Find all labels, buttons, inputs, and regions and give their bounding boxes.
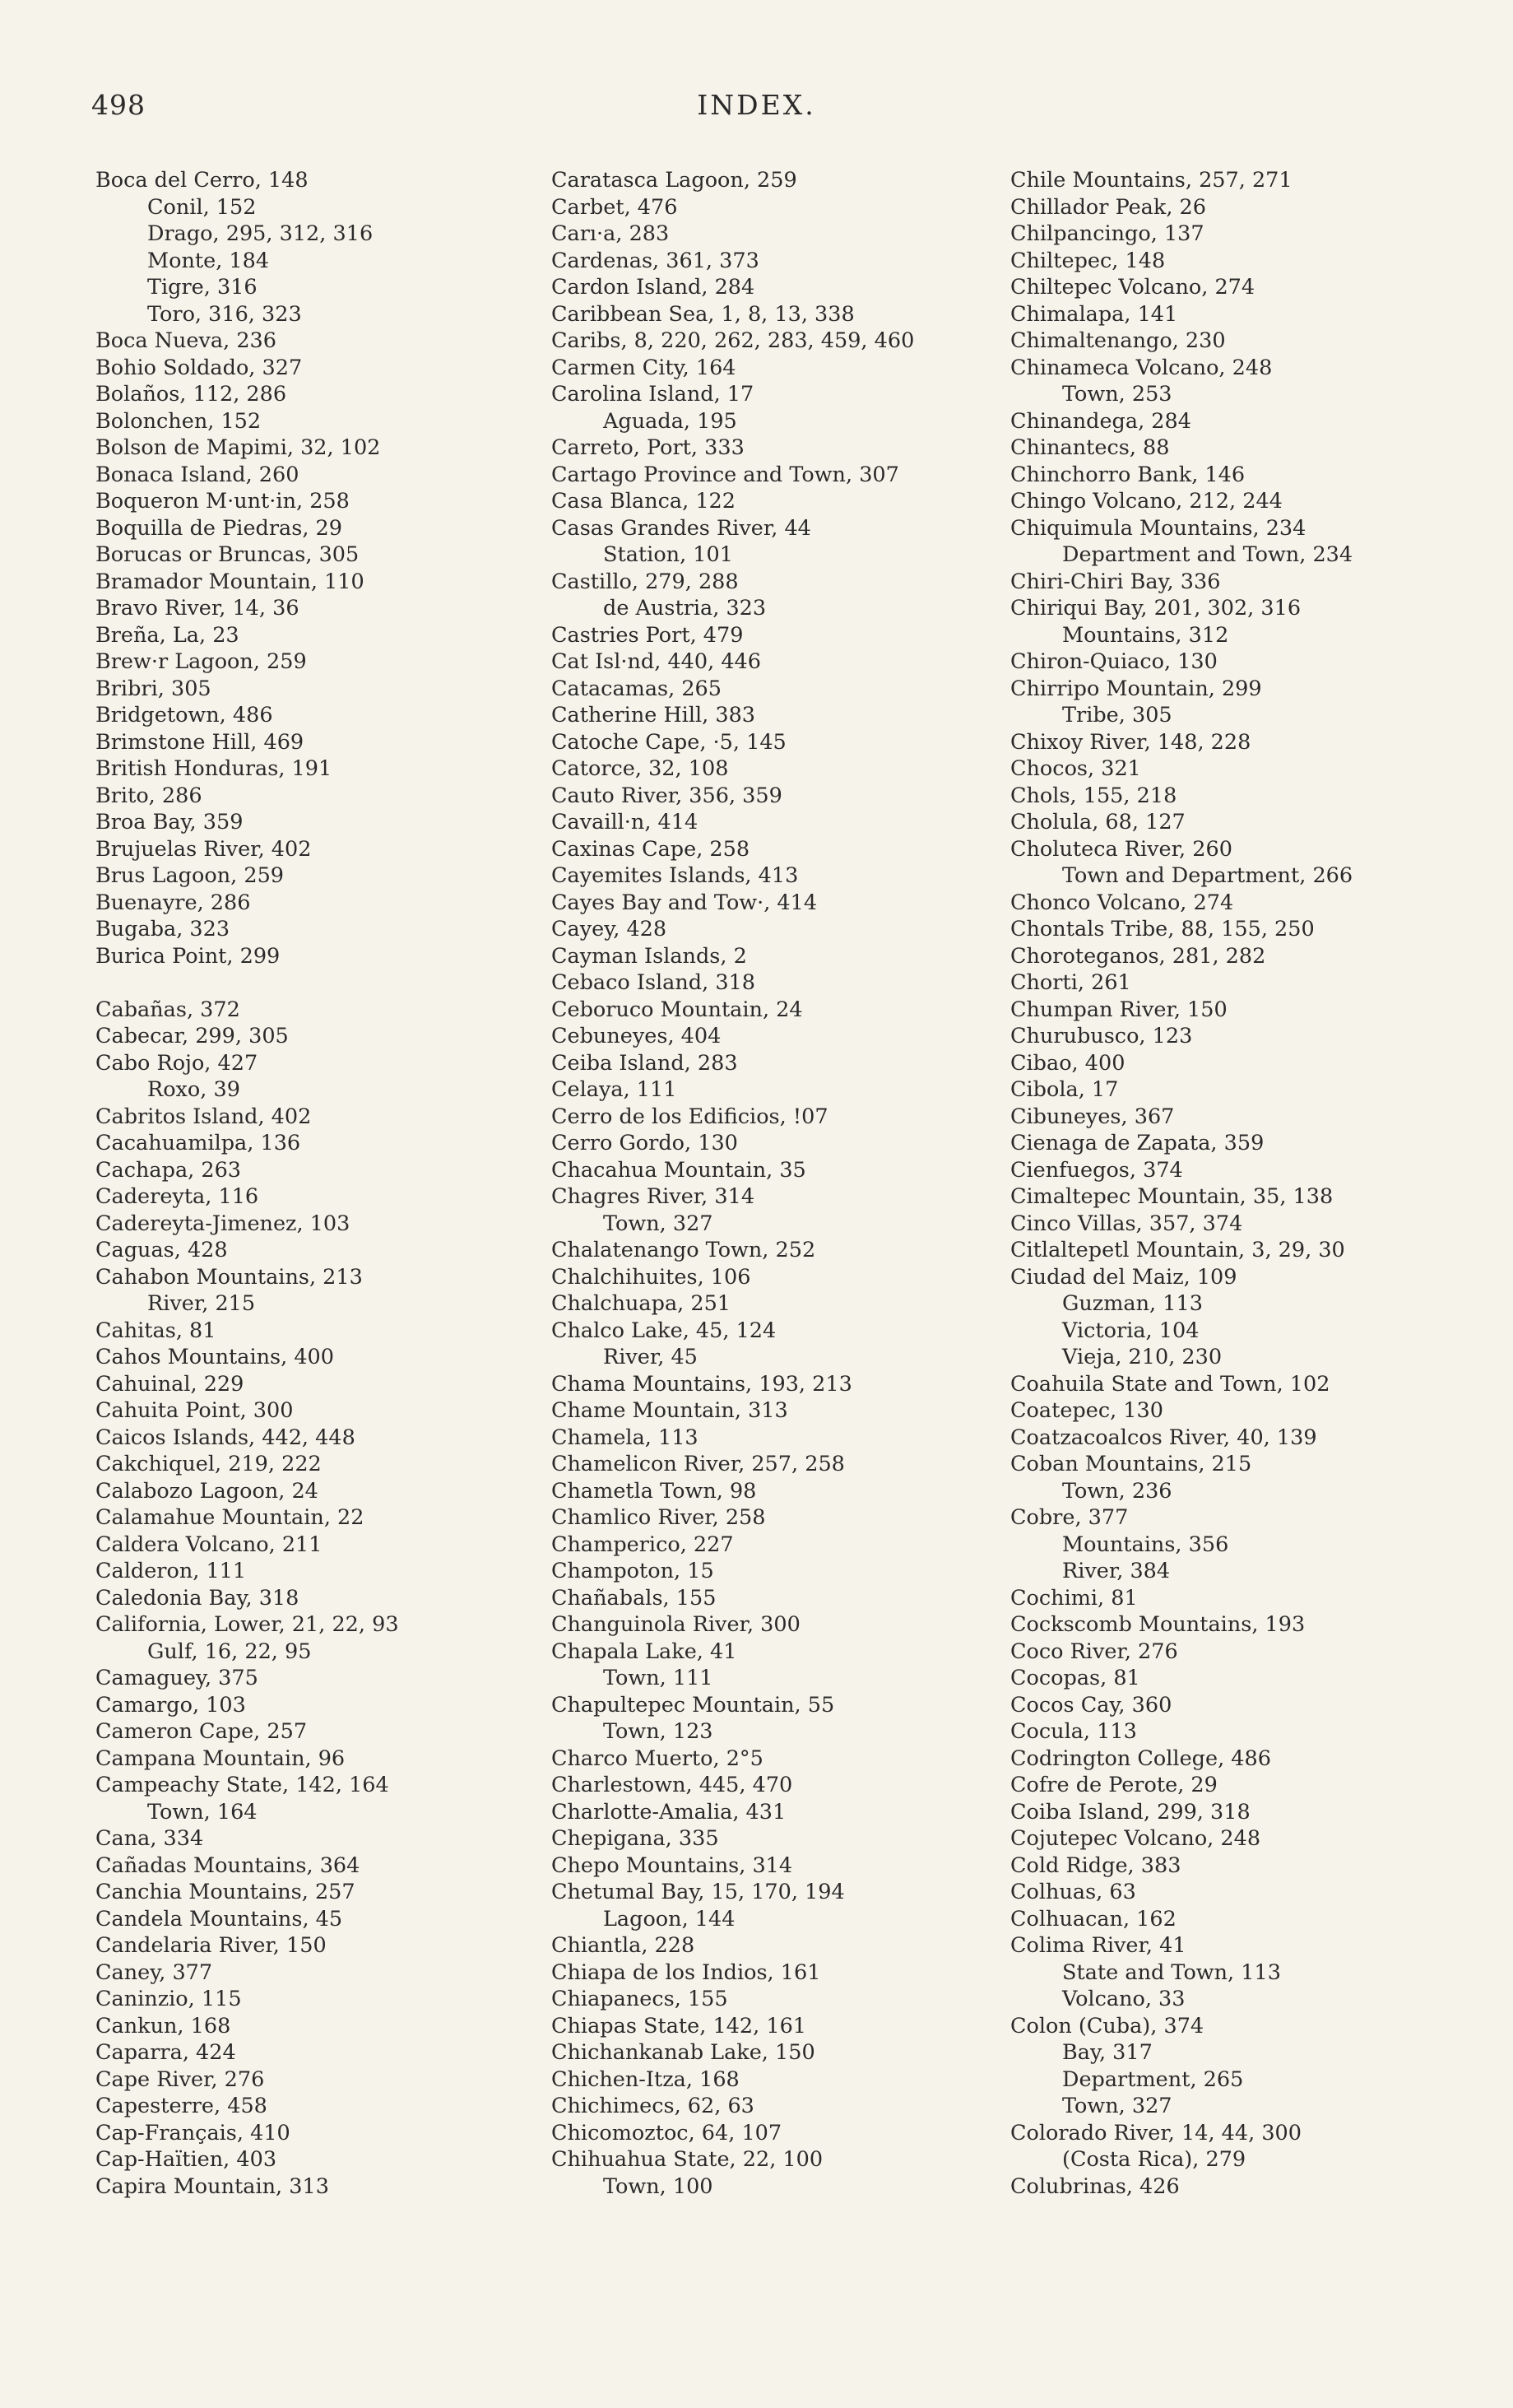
index-entry: Carreto, Port, 333 bbox=[551, 435, 745, 460]
index-entry: Camargo, 103 bbox=[95, 1692, 246, 1718]
index-entry: Cap-Haïtien, 403 bbox=[95, 2147, 277, 2172]
index-entry: Brito, 286 bbox=[95, 783, 202, 808]
index-entry: Carolina Island, 17 bbox=[551, 382, 754, 407]
index-subentry: Town, 164 bbox=[147, 1799, 258, 1825]
index-entry: Buenayre, 286 bbox=[95, 890, 251, 915]
index-entry: Cinco Villas, 357, 374 bbox=[1010, 1211, 1243, 1236]
index-entry: Chillador Peak, 26 bbox=[1010, 194, 1206, 220]
index-entry: Bonaca Island, 260 bbox=[95, 462, 299, 487]
index-subentry: Bay, 317 bbox=[1062, 2040, 1153, 2065]
index-entry: Chimaltenango, 230 bbox=[1010, 328, 1226, 353]
page-number: 498 bbox=[91, 89, 146, 121]
index-entry: Charlestown, 445, 470 bbox=[551, 1773, 793, 1797]
index-subentry: River, 45 bbox=[603, 1345, 698, 1369]
index-entry: Charco Muerto, 2°5 bbox=[551, 1746, 763, 1771]
index-entry: Caguas, 428 bbox=[95, 1238, 228, 1262]
index-entry: Chicomoztoc, 64, 107 bbox=[551, 2120, 782, 2145]
index-entry: Cahuita Point, 300 bbox=[95, 1398, 294, 1423]
index-column-2 bbox=[551, 167, 914, 2200]
index-entry: Chacahua Mountain, 35 bbox=[551, 1157, 806, 1183]
index-subentry: Monte, 184 bbox=[147, 248, 270, 273]
index-entry: Chalchuapa, 251 bbox=[551, 1291, 731, 1316]
index-entry: Cabañas, 372 bbox=[95, 997, 240, 1022]
index-entry: Caicos Islands, 442, 448 bbox=[95, 1425, 355, 1450]
index-entry: Cauto River, 356, 359 bbox=[551, 783, 782, 808]
index-subentry: Guzman, 113 bbox=[1062, 1291, 1203, 1316]
index-entry: Cayman Islands, 2 bbox=[551, 943, 747, 969]
index-entry: Chixoy River, 148, 228 bbox=[1010, 729, 1251, 755]
index-entry: Caratasca Lagoon, 259 bbox=[551, 168, 797, 193]
index-entry: Chepo Mountains, 314 bbox=[551, 1852, 793, 1878]
index-entry: Chetumal Bay, 15, 170, 194 bbox=[551, 1880, 845, 1904]
index-subentry: Aguada, 195 bbox=[603, 408, 737, 434]
index-entry: Cahos Mountains, 400 bbox=[95, 1345, 334, 1369]
index-entry: Chiquimula Mountains, 234 bbox=[1010, 515, 1306, 541]
index-entry: Cabecar, 299, 305 bbox=[95, 1024, 289, 1048]
index-entry: Codrington College, 486 bbox=[1010, 1746, 1271, 1771]
index-entry: Champerico, 227 bbox=[551, 1532, 734, 1557]
index-subentry: Town, 100 bbox=[603, 2173, 713, 2199]
index-entry: Caldera Volcano, 211 bbox=[95, 1532, 323, 1557]
index-entry: Chañabals, 155 bbox=[551, 1585, 717, 1611]
index-entry: Chontals Tribe, 88, 155, 250 bbox=[1010, 917, 1315, 941]
index-entry: Cap-Français, 410 bbox=[95, 2120, 290, 2145]
index-entry: Castillo, 279, 288 bbox=[551, 569, 739, 594]
index-entry: Bolaños, 112, 286 bbox=[95, 382, 287, 407]
index-entry: Breña, La, 23 bbox=[95, 622, 239, 648]
index-entry: Chinantecs, 88 bbox=[1010, 435, 1170, 460]
index-subentry: Town, 123 bbox=[603, 1719, 713, 1744]
index-subentry: Mountains, 356 bbox=[1062, 1532, 1229, 1557]
index-entry: Cebaco Island, 318 bbox=[551, 970, 756, 995]
index-entry: Boca del Cerro, 148 bbox=[95, 168, 309, 193]
index-entry: Capesterre, 458 bbox=[95, 2094, 267, 2118]
index-subentry: (Costa Rica), 279 bbox=[1062, 2147, 1246, 2172]
index-entry: Catorce, 32, 108 bbox=[551, 756, 729, 781]
index-entry: Boquilla de Piedras, 29 bbox=[95, 515, 342, 541]
index-entry: Chirripo Mountain, 299 bbox=[1010, 676, 1262, 701]
index-entry: Choroteganos, 281, 282 bbox=[1010, 943, 1266, 969]
index-entry: Brew·r Lagoon, 259 bbox=[95, 649, 307, 674]
index-entry: Caparra, 424 bbox=[95, 2040, 236, 2065]
index-entry: Coban Mountains, 215 bbox=[1010, 1452, 1252, 1476]
index-entry: Burica Point, 299 bbox=[95, 943, 281, 969]
index-entry: Cebuneyes, 404 bbox=[551, 1024, 722, 1048]
index-entry: Brimstone Hill, 469 bbox=[95, 729, 304, 755]
index-subentry: Volcano, 33 bbox=[1062, 1987, 1186, 2011]
index-entry: Cardenas, 361, 373 bbox=[551, 248, 759, 273]
index-entry: Cobre, 377 bbox=[1010, 1505, 1129, 1530]
index-entry: Cold Ridge, 383 bbox=[1010, 1852, 1181, 1878]
index-entry: Chiltepec Volcano, 274 bbox=[1010, 275, 1255, 300]
index-entry: Chiantla, 228 bbox=[551, 1933, 695, 1958]
index-entry: Calamahue Mountain, 22 bbox=[95, 1505, 364, 1530]
index-entry: Caxinas Cape, 258 bbox=[551, 836, 750, 862]
index-entry: Chiapanecs, 155 bbox=[551, 1987, 728, 2011]
index-subentry: Mountains, 312 bbox=[1062, 622, 1229, 648]
index-entry: Cacahuamilpa, 136 bbox=[95, 1131, 301, 1155]
index-entry: Cocos Cay, 360 bbox=[1010, 1692, 1172, 1718]
index-entry: Colorado River, 14, 44, 300 bbox=[1010, 2120, 1302, 2145]
index-entry: Caney, 377 bbox=[95, 1959, 213, 1985]
index-entry: Coahuila State and Town, 102 bbox=[1010, 1371, 1330, 1397]
index-entry: Chinandega, 284 bbox=[1010, 408, 1191, 434]
index-entry: Chame Mountain, 313 bbox=[551, 1398, 788, 1423]
index-entry: Chichen-Itza, 168 bbox=[551, 2066, 740, 2092]
index-entry: Chamlico River, 258 bbox=[551, 1505, 766, 1530]
index-entry: Cayes Bay and Tow·, 414 bbox=[551, 890, 818, 915]
index-entry: Ceboruco Mountain, 24 bbox=[551, 997, 803, 1022]
index-entry: Chols, 155, 218 bbox=[1010, 783, 1177, 808]
index-entry: Colubrinas, 426 bbox=[1010, 2173, 1180, 2199]
index-subentry: Town, 253 bbox=[1062, 382, 1172, 407]
index-entry: Cadereyta, 116 bbox=[95, 1184, 259, 1209]
index-subentry: Tigre, 316 bbox=[147, 275, 258, 300]
index-subentry: de Austria, 323 bbox=[603, 596, 767, 621]
index-entry: Bribri, 305 bbox=[95, 676, 211, 701]
index-entry: Changuinola River, 300 bbox=[551, 1612, 801, 1637]
index-entry: Cape River, 276 bbox=[95, 2066, 265, 2092]
index-entry: Cankun, 168 bbox=[95, 2013, 231, 2038]
index-entry: Carmen City, 164 bbox=[551, 355, 736, 380]
index-entry: Chiapas State, 142, 161 bbox=[551, 2013, 807, 2038]
index-subentry: Drago, 295, 312, 316 bbox=[147, 221, 374, 246]
index-entry: Brujuelas River, 402 bbox=[95, 836, 312, 862]
index-entry: Cakchiquel, 219, 222 bbox=[95, 1452, 322, 1476]
index-entry: Chiapa de los Indios, 161 bbox=[551, 1959, 821, 1985]
index-entry: Cockscomb Mountains, 193 bbox=[1010, 1612, 1306, 1637]
index-subentry: Department, 265 bbox=[1062, 2066, 1244, 2092]
index-subentry: Roxo, 39 bbox=[147, 1077, 240, 1102]
index-entry: Coatzacoalcos River, 40, 139 bbox=[1010, 1425, 1317, 1450]
index-entry: Chapala Lake, 41 bbox=[551, 1639, 737, 1664]
index-entry: Cibao, 400 bbox=[1010, 1050, 1125, 1076]
index-entry: Cayemites Islands, 413 bbox=[551, 863, 799, 888]
index-entry: Colhuas, 63 bbox=[1010, 1880, 1136, 1904]
index-entry: Chalco Lake, 45, 124 bbox=[551, 1318, 777, 1343]
index-entry: Catoche Cape, ·5, 145 bbox=[551, 729, 787, 755]
index-entry: Candelaria River, 150 bbox=[95, 1933, 327, 1958]
index-entry: Chilpancingo, 137 bbox=[1010, 221, 1204, 246]
index-entry: Chichankanab Lake, 150 bbox=[551, 2040, 815, 2065]
index-subentry: Tribe, 305 bbox=[1062, 703, 1172, 728]
index-subentry: Conil, 152 bbox=[147, 194, 257, 220]
index-entry: Chama Mountains, 193, 213 bbox=[551, 1371, 852, 1397]
index-subentry: Station, 101 bbox=[603, 542, 733, 567]
index-entry: Borucas or Bruncas, 305 bbox=[95, 542, 360, 567]
index-column-1 bbox=[95, 167, 399, 2200]
index-entry: Cerro Gordo, 130 bbox=[551, 1131, 738, 1155]
index-entry: Cahuinal, 229 bbox=[95, 1371, 244, 1397]
index-entry: Capira Mountain, 313 bbox=[95, 2173, 329, 2199]
index-entry: Champoton, 15 bbox=[551, 1559, 714, 1583]
index-entry: Citlaltepetl Mountain, 3, 29, 30 bbox=[1010, 1238, 1345, 1262]
index-entry: Bolonchen, 152 bbox=[95, 408, 262, 434]
index-entry: Campana Mountain, 96 bbox=[95, 1746, 346, 1771]
index-entry: Caledonia Bay, 318 bbox=[95, 1585, 299, 1611]
index-entry: Caninzio, 115 bbox=[95, 1987, 242, 2011]
index-entry: Canchia Mountains, 257 bbox=[95, 1880, 355, 1904]
index-entry: Cochimi, 81 bbox=[1010, 1585, 1138, 1611]
index-entry: Chagres River, 314 bbox=[551, 1184, 755, 1209]
index-entry: Casas Grandes River, 44 bbox=[551, 515, 811, 541]
index-entry: Chinameca Volcano, 248 bbox=[1010, 355, 1273, 380]
index-entry: Cibuneyes, 367 bbox=[1010, 1104, 1175, 1129]
index-entry: Cocula, 113 bbox=[1010, 1719, 1137, 1744]
index-entry: Cana, 334 bbox=[95, 1826, 204, 1851]
index-entry: Cabo Rojo, 427 bbox=[95, 1050, 258, 1076]
index-entry: Chimalapa, 141 bbox=[1010, 301, 1178, 327]
index-entry: Cholula, 68, 127 bbox=[1010, 810, 1186, 834]
index-entry: Chingo Volcano, 212, 244 bbox=[1010, 489, 1283, 514]
index-entry: California, Lower, 21, 22, 93 bbox=[95, 1612, 399, 1637]
index-entry: Chorti, 261 bbox=[1010, 970, 1131, 995]
section-gap bbox=[95, 969, 399, 997]
index-entry: Caribs, 8, 220, 262, 283, 459, 460 bbox=[551, 328, 915, 353]
index-entry: Chapultepec Mountain, 55 bbox=[551, 1692, 835, 1718]
index-subentry: Vieja, 210, 230 bbox=[1062, 1345, 1223, 1369]
index-entry: Cameron Cape, 257 bbox=[95, 1719, 308, 1744]
index-entry: Chiri-Chiri Bay, 336 bbox=[1010, 569, 1221, 594]
index-entry: Chamela, 113 bbox=[551, 1425, 698, 1450]
index-subentry: Town and Department, 266 bbox=[1062, 863, 1353, 888]
index-entry: Broa Bay, 359 bbox=[95, 810, 244, 834]
index-entry: Cachapa, 263 bbox=[95, 1157, 242, 1183]
index-entry: Ciudad del Maiz, 109 bbox=[1010, 1264, 1237, 1290]
index-entry: Chametla Town, 98 bbox=[551, 1478, 757, 1504]
index-subentry: River, 215 bbox=[147, 1291, 256, 1316]
index-entry: Colima River, 41 bbox=[1010, 1933, 1186, 1958]
index-subentry: Department and Town, 234 bbox=[1062, 542, 1353, 567]
index-entry: Catacamas, 265 bbox=[551, 676, 722, 701]
index-entry: Chile Mountains, 257, 271 bbox=[1010, 168, 1293, 193]
index-entry: Colon (Cuba), 374 bbox=[1010, 2013, 1204, 2038]
index-entry: Cojutepec Volcano, 248 bbox=[1010, 1826, 1261, 1851]
index-entry: Chiriqui Bay, 201, 302, 316 bbox=[1010, 596, 1302, 621]
index-entry: Chepigana, 335 bbox=[551, 1826, 719, 1851]
index-entry: Cayey, 428 bbox=[551, 917, 667, 941]
index-entry: Celaya, 111 bbox=[551, 1077, 677, 1102]
index-entry: Boca Nueva, 236 bbox=[95, 328, 276, 353]
index-entry: Coco River, 276 bbox=[1010, 1639, 1178, 1664]
index-entry: Calabozo Lagoon, 24 bbox=[95, 1478, 318, 1504]
index-entry: Chiron-Quiaco, 130 bbox=[1010, 649, 1218, 674]
index-entry: Cañadas Mountains, 364 bbox=[95, 1852, 360, 1878]
index-entry: British Honduras, 191 bbox=[95, 756, 332, 781]
index-subentry: Victoria, 104 bbox=[1062, 1318, 1200, 1343]
index-subentry: River, 384 bbox=[1062, 1559, 1171, 1583]
index-entry: Chalatenango Town, 252 bbox=[551, 1238, 816, 1262]
index-entry: Cocopas, 81 bbox=[1010, 1666, 1140, 1690]
index-entry: Chonco Volcano, 274 bbox=[1010, 890, 1234, 915]
index-entry: Chichimecs, 62, 63 bbox=[551, 2094, 754, 2118]
index-entry: Cartago Province and Town, 307 bbox=[551, 462, 899, 487]
index-entry: Bolson de Mapimi, 32, 102 bbox=[95, 435, 381, 460]
index-entry: Colhuacan, 162 bbox=[1010, 1906, 1177, 1932]
index-entry: Cardon Island, 284 bbox=[551, 275, 755, 300]
index-entry: Coatepec, 130 bbox=[1010, 1398, 1163, 1423]
index-entry: Bramador Mountain, 110 bbox=[95, 569, 364, 594]
index-entry: Chiltepec, 148 bbox=[1010, 248, 1166, 273]
index-entry: Churubusco, 123 bbox=[1010, 1024, 1193, 1048]
index-entry: Cibola, 17 bbox=[1010, 1077, 1119, 1102]
index-entry: Charlotte-Amalia, 431 bbox=[551, 1799, 787, 1825]
index-entry: Bravo River, 14, 36 bbox=[95, 596, 299, 621]
index-subentry: Town, 327 bbox=[1062, 2094, 1172, 2118]
index-entry: Cabritos Island, 402 bbox=[95, 1104, 312, 1129]
index-entry: Chocos, 321 bbox=[1010, 756, 1141, 781]
index-entry: Cahabon Mountains, 213 bbox=[95, 1264, 363, 1290]
index-entry: Cavaill·n, 414 bbox=[551, 810, 698, 834]
index-entry: Cofre de Perote, 29 bbox=[1010, 1773, 1218, 1797]
index-entry: Bridgetown, 486 bbox=[95, 703, 273, 728]
index-subentry: Toro, 316, 323 bbox=[147, 301, 302, 327]
index-subentry: Town, 111 bbox=[603, 1666, 713, 1690]
index-subentry: Gulf, 16, 22, 95 bbox=[147, 1639, 312, 1664]
index-entry: Ceiba Island, 283 bbox=[551, 1050, 738, 1076]
index-subentry: State and Town, 113 bbox=[1062, 1959, 1281, 1985]
index-column-3 bbox=[1010, 167, 1353, 2200]
index-entry: Cienfuegos, 374 bbox=[1010, 1157, 1183, 1183]
index-entry: Bohio Soldado, 327 bbox=[95, 355, 303, 380]
index-subentry: Town, 327 bbox=[603, 1211, 713, 1236]
index-entry: Cat Isl·nd, 440, 446 bbox=[551, 649, 761, 674]
index-entry: Chinchorro Bank, 146 bbox=[1010, 462, 1246, 487]
index-subentry: Lagoon, 144 bbox=[603, 1906, 736, 1932]
index-entry: Chalchihuites, 106 bbox=[551, 1264, 751, 1290]
index-subentry: Town, 236 bbox=[1062, 1478, 1172, 1504]
index-entry: Campeachy State, 142, 164 bbox=[95, 1773, 389, 1797]
index-entry: Cadereyta-Jimenez, 103 bbox=[95, 1211, 350, 1236]
index-entry: Candela Mountains, 45 bbox=[95, 1906, 343, 1932]
index-entry: Castries Port, 479 bbox=[551, 622, 744, 648]
index-entry: Chumpan River, 150 bbox=[1010, 997, 1228, 1022]
index-entry: Choluteca River, 260 bbox=[1010, 836, 1232, 862]
running-head: INDEX. bbox=[697, 89, 816, 121]
index-entry: Chihuahua State, 22, 100 bbox=[551, 2147, 824, 2172]
index-entry: Caribbean Sea, 1, 8, 13, 338 bbox=[551, 301, 855, 327]
index-entry: Boqueron M·unt·in, 258 bbox=[95, 489, 350, 514]
index-entry: Carı·a, 283 bbox=[551, 221, 670, 246]
index-entry: Cienaga de Zapata, 359 bbox=[1010, 1131, 1265, 1155]
index-entry: Bugaba, 323 bbox=[95, 917, 230, 941]
index-entry: Casa Blanca, 122 bbox=[551, 489, 736, 514]
index-entry: Coiba Island, 299, 318 bbox=[1010, 1799, 1251, 1825]
index-entry: Chamelicon River, 257, 258 bbox=[551, 1452, 845, 1476]
index-entry: Cimaltepec Mountain, 35, 138 bbox=[1010, 1184, 1334, 1209]
index-entry: Brus Lagoon, 259 bbox=[95, 863, 285, 888]
index-entry: Catherine Hill, 383 bbox=[551, 703, 756, 728]
index-entry: Carbet, 476 bbox=[551, 194, 678, 220]
index-entry: Cerro de los Edificios, !07 bbox=[551, 1104, 828, 1129]
index-entry: Camaguey, 375 bbox=[95, 1666, 258, 1690]
index-entry: Cahitas, 81 bbox=[95, 1318, 216, 1343]
index-entry: Calderon, 111 bbox=[95, 1559, 247, 1583]
